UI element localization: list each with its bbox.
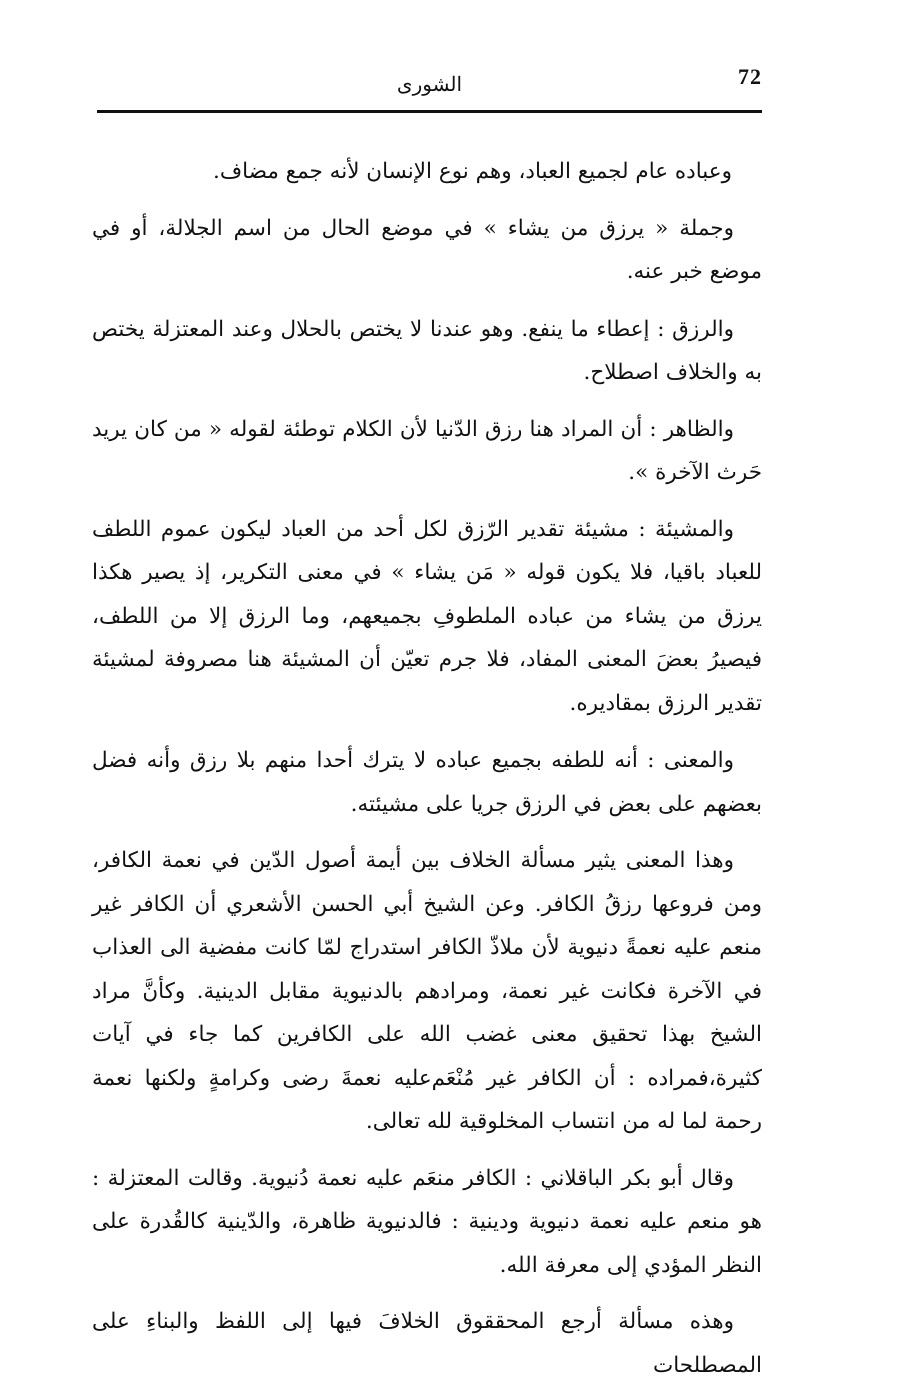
page-body bbox=[92, 150, 762, 1400]
paragraph: وهذه مسألة أرجع المحققوق الخلافَ فيها إلى اللفظ والبناءِ على المصطلحات bbox=[92, 1309, 762, 1378]
paragraph: والمعنى : أنه للطفه بجميع عباده لا يترك أحدا منهم بلا رزق وأنه فضل بعضهم على بعض في الرزق جريا على مشيئته. bbox=[92, 748, 762, 817]
paragraph: وعباده عام لجميع العباد، وهم نوع الإنسان لأنه جمع مضاف. bbox=[213, 159, 732, 184]
paragraph: والظاهر : أن المراد هنا رزق الدّنيا لأن الكلام توطئة لقوله « من كان يريد حَرث الآخرة ». bbox=[92, 416, 762, 485]
paragraph: وجملة « يرزق من يشاء » في موضع الحال من اسم الجلالة، أو في موضع خبر عنه. bbox=[92, 215, 762, 284]
header-rule bbox=[97, 110, 762, 113]
paragraph: وقال أبو بكر الباقلاني : الكافر منعَم عليه نعمة دُنيوية. وقالت المعتزلة : هو منعم عليه نعمة دنيوية ودينية : فالدنيوية ظاهرة، والدّينية كالقُدرة على النظر المؤدي إلى معرفة الله. bbox=[92, 1165, 762, 1278]
page-header bbox=[97, 60, 762, 110]
page-number: 72 bbox=[738, 64, 762, 89]
paragraph: وهذا المعنى يثير مسألة الخلاف بين أيمة أصول الدّين في نعمة الكافر، ومن فروعها رزقُ الكافر. وعن الشيخ أبي الحسن الأشعري أن الكافر غير منعم عليه نعمةً دنيوية لأن ملاذّ الكافر استدراج لمّا كانت مفضية الى العذاب في الآخرة فكانت غير نعمة، ومرادهم بالدنيوية مقابل الدينية. وكأنَّ مراد الشيخ بهذا تحقيق معنى غضب الله على الكافرين كما جاء في آيات كثيرة،فمراده : أن الكافر غير مُنْعَم‌عليه نعمةَ رضى وكرامةٍ ولكنها نعمة رحمة لما له من انتساب المخلوقية لله تعالى. bbox=[92, 848, 762, 1134]
paragraph: والمشيئة : مشيئة تقدير الرّزق لكل أحد من العباد ليكون عموم اللطف للعباد باقيا، فلا يكون قوله « مَن يشاء » في معنى التكرير، إذ يصير هكذا يرزق من يشاء من عباده الملطوفِ بجميعهم، وما الرزق إلا من اللطف، فيصيرُ بعضَ المعنى المفاد، فلا جرم تعيّن أن المشيئة هنا مصروفة لمشيئة تقدير الرزق بمقاديره. bbox=[92, 516, 762, 716]
chapter-title: الشورى bbox=[396, 72, 463, 96]
paragraph: والرزق : إعطاء ما ينفع. وهو عندنا لا يختص بالحلال وعند المعتزلة يختص به والخلاف اصطلاح. bbox=[92, 316, 762, 385]
